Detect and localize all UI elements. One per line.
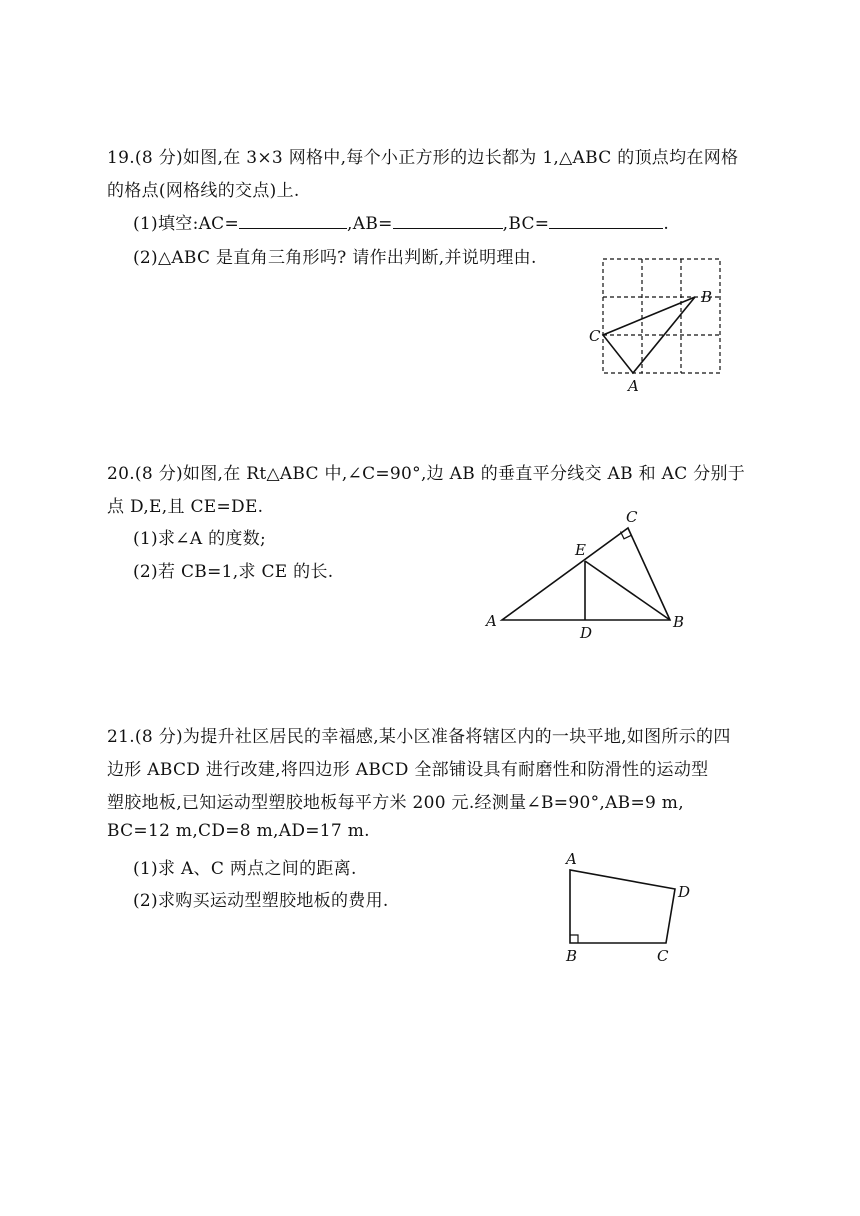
q19-part-1-bc-label: ,BC= xyxy=(502,214,550,234)
label-b: B xyxy=(566,947,578,965)
q21-line-1: 21.(8 分)为提升社区居民的幸福感,某小区准备将辖区内的一块平地,如图所示的四 xyxy=(107,727,731,747)
q19-part-1-ab-label: ,AB= xyxy=(347,214,393,234)
q20-triangle-figure xyxy=(480,505,690,645)
q21-part-1: (1)求 A、C 两点之间的距离. xyxy=(133,859,357,879)
q20-part-1: (1)求∠A 的度数; xyxy=(133,529,267,549)
q19-part-1-end: . xyxy=(663,214,670,234)
right-angle-mark-b xyxy=(570,935,578,943)
q21-line-2: 边形 ABCD 进行改建,将四边形 ABCD 全部铺设具有耐磨性和防滑性的运动型 xyxy=(107,760,709,780)
label-a: A xyxy=(486,612,497,630)
q20-line-2: 点 D,E,且 CE=DE. xyxy=(107,497,264,517)
label-c: C xyxy=(589,327,601,345)
label-b: B xyxy=(701,288,713,306)
ac-answer-blank[interactable] xyxy=(239,212,347,229)
label-c: C xyxy=(657,947,669,965)
label-a: A xyxy=(566,850,577,868)
q21-line-4: BC=12 m,CD=8 m,AD=17 m. xyxy=(107,821,370,841)
q19-line-2: 的格点(网格线的交点)上. xyxy=(107,181,300,201)
label-c: C xyxy=(626,508,638,526)
ab-answer-blank[interactable] xyxy=(393,212,503,229)
q20-part-2: (2)若 CB=1,求 CE 的长. xyxy=(133,562,334,582)
q19-grid-figure xyxy=(580,250,720,400)
q20-line-1: 20.(8 分)如图,在 Rt△ABC 中,∠C=90°,边 AB 的垂直平分线交 AB 和 AC 分别于 xyxy=(107,464,746,484)
q19-part-1 xyxy=(133,209,669,234)
label-a: A xyxy=(628,377,639,395)
triangle-abc-right xyxy=(502,528,670,620)
q21-part-2: (2)求购买运动型塑胶地板的费用. xyxy=(133,891,389,911)
q21-quadrilateral-figure xyxy=(555,848,705,968)
dashed-grid xyxy=(603,259,720,373)
q19-part-2: (2)△ABC 是直角三角形吗? 请作出判断,并说明理由. xyxy=(133,248,537,268)
q19-part-1-ac-label: (1)填空:AC= xyxy=(133,214,240,234)
label-b: B xyxy=(673,613,685,631)
label-d: D xyxy=(580,624,593,642)
label-e: E xyxy=(575,541,586,559)
bc-answer-blank[interactable] xyxy=(549,212,663,229)
quadrilateral-abcd xyxy=(570,870,675,943)
label-d: D xyxy=(678,883,691,901)
q19-line-1: 19.(8 分)如图,在 3×3 网格中,每个小正方形的边长都为 1,△ABC 的顶点均在网格 xyxy=(107,148,739,168)
q21-line-3: 塑胶地板,已知运动型塑胶地板每平方米 200 元.经测量∠B=90°,AB=9 m, xyxy=(107,793,684,813)
